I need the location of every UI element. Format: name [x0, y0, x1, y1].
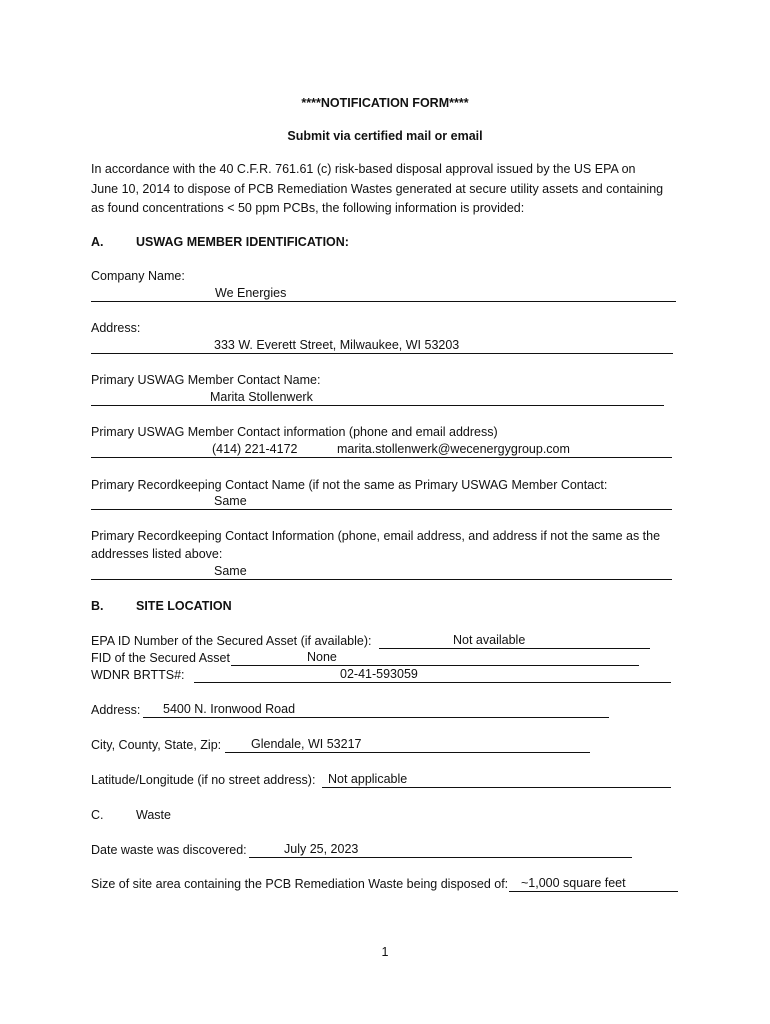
- wdnr-label: WDNR BRTTS#:: [91, 668, 185, 682]
- epa-id-row: [91, 633, 651, 649]
- section-a-title: USWAG MEMBER IDENTIFICATION:: [136, 235, 349, 249]
- latlong-field[interactable]: [322, 772, 671, 788]
- address-field[interactable]: [91, 338, 673, 354]
- section-c-letter: C.: [91, 808, 104, 822]
- city-field[interactable]: [225, 737, 590, 753]
- fid-row: [91, 650, 640, 666]
- section-b-letter: B.: [91, 599, 104, 613]
- city-label: City, County, State, Zip:: [91, 738, 222, 752]
- date-discovered-label: Date waste was discovered:: [91, 843, 247, 857]
- company-name-value: We Energies: [215, 286, 287, 300]
- date-discovered-value: July 25, 2023: [284, 842, 359, 856]
- recordkeeping-info-label-line2: addresses listed above:: [91, 547, 223, 561]
- section-c-title: Waste: [136, 808, 171, 822]
- recordkeeping-info-value: Same: [214, 564, 247, 578]
- address-value: 333 W. Everett Street, Milwaukee, WI 53203: [214, 338, 460, 352]
- date-discovered-row: [91, 842, 632, 858]
- epa-id-value: Not available: [453, 633, 526, 647]
- member-contact-info-field[interactable]: [91, 442, 672, 458]
- site-address-value: 5400 N. Ironwood Road: [163, 702, 296, 716]
- member-contact-label: Primary USWAG Member Contact Name:: [91, 373, 321, 387]
- city-row: [91, 737, 590, 753]
- fid-label: FID of the Secured Asset: [91, 651, 230, 665]
- recordkeeping-contact-field[interactable]: [91, 494, 672, 510]
- fid-field[interactable]: [231, 650, 639, 666]
- fid-value: None: [307, 650, 337, 664]
- latlong-row: [91, 772, 671, 788]
- member-contact-field[interactable]: [91, 390, 664, 406]
- site-area-row: [91, 876, 678, 892]
- site-area-value: ~1,000 square feet: [521, 876, 626, 890]
- contact-phone-value: (414) 221-4172: [212, 442, 298, 456]
- form-title: ****NOTIFICATION FORM****: [301, 96, 469, 110]
- wdnr-row: [91, 667, 671, 683]
- intro-paragraph: In accordance with the 40 C.F.R. 761.61 (c) risk-based disposal approval issued by the US EPA on June 10, 2014 to dispose of PCB Remediation Wastes generated at secure utility assets and containing as found concentrations < 50 ppm PCBs, the following information is provided:: [91, 162, 664, 215]
- company-name-field[interactable]: [91, 286, 676, 302]
- recordkeeping-contact-value: Same: [214, 494, 247, 508]
- epa-id-field[interactable]: [379, 633, 650, 649]
- date-discovered-field[interactable]: [249, 842, 632, 858]
- wdnr-field[interactable]: [194, 667, 671, 683]
- address-label: Address:: [91, 321, 141, 335]
- site-area-label: Size of site area containing the PCB Remediation Waste being disposed of:: [91, 877, 509, 891]
- section-a-letter: A.: [91, 235, 104, 249]
- epa-id-label: EPA ID Number of the Secured Asset (if available):: [91, 634, 372, 648]
- contact-email-value: marita.stollenwerk@wecenergygroup.com: [337, 442, 570, 456]
- latlong-label: Latitude/Longitude (if no street address):: [91, 773, 316, 787]
- section-b-title: SITE LOCATION: [136, 599, 232, 613]
- member-contact-info-label: Primary USWAG Member Contact information (phone and email address): [91, 425, 498, 439]
- latlong-value: Not applicable: [328, 772, 408, 786]
- form-subtitle: Submit via certified mail or email: [287, 129, 483, 143]
- company-name-label: Company Name:: [91, 269, 185, 283]
- site-area-field[interactable]: [509, 876, 678, 892]
- recordkeeping-info-field[interactable]: [91, 564, 672, 580]
- recordkeeping-info-label-line1: Primary Recordkeeping Contact Information (phone, email address, and address if not the same as the: [91, 529, 661, 543]
- page-number: 1: [381, 945, 389, 959]
- city-value: Glendale, WI 53217: [251, 737, 362, 751]
- site-address-row: [91, 702, 609, 718]
- member-contact-value: Marita Stollenwerk: [210, 390, 313, 404]
- recordkeeping-contact-label: Primary Recordkeeping Contact Name (if not the same as Primary USWAG Member Contact:: [91, 478, 608, 492]
- wdnr-value: 02-41-593059: [340, 667, 418, 681]
- site-address-label: Address:: [91, 703, 141, 717]
- site-address-field[interactable]: [143, 702, 609, 718]
